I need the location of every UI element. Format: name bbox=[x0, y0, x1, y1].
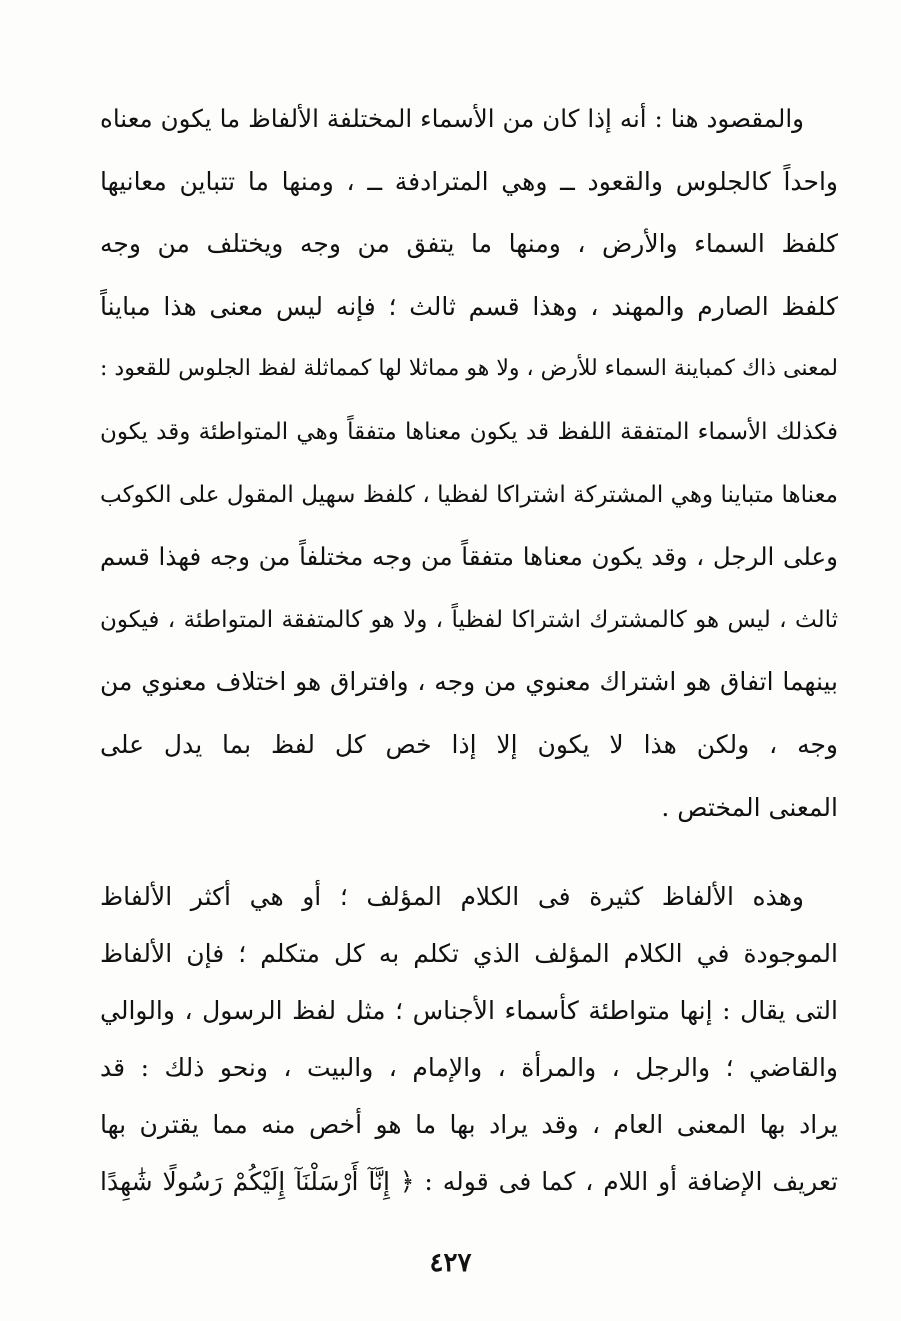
text-line: المعنى المختص . bbox=[661, 792, 838, 822]
paragraph-2 bbox=[100, 868, 838, 1210]
text-line: التى يقال : إنها متواطئة كأسماء الأجناس ؛ مثل لفظ الرسول ، والوالي bbox=[100, 996, 838, 1025]
text-line: يراد بها المعنى العام ، وقد يراد بها ما هو أخص منه مما يقترن بها bbox=[100, 1110, 838, 1139]
text-line: لمعنى ذاك كمباينة السماء للأرض ، ولا هو مماثلا لها كمماثلة لفظ الجلوس للقعود : bbox=[100, 356, 838, 382]
text-line: والقاضي ؛ والرجل ، والمرأة ، والإمام ، والبيت ، ونحو ذلك : قد bbox=[100, 1053, 838, 1082]
text-line: بينهما اتفاق هو اشتراك معنوي من وجه ، وافتراق هو اختلاف معنوي من bbox=[100, 667, 838, 697]
text-line: وهذه الألفاظ كثيرة فى الكلام المؤلف ؛ أو هي أكثر الألفاظ bbox=[100, 882, 804, 911]
text-line: وجه ، ولكن هذا لا يكون إلا إذا خص كل لفظ بما يدل على bbox=[100, 729, 838, 759]
text-line: الموجودة في الكلام المؤلف الذي تكلم به كل متكلم ؛ فإن الألفاظ bbox=[100, 939, 838, 968]
text-line: تعريف الإضافة أو اللام ، كما فى قوله : ﴿ إِنَّآ أَرْسَلْنَآ إِلَيْكُمْ رَسُولًا شَٰهِدًا bbox=[100, 1167, 838, 1196]
page-number: ٤٢٧ bbox=[429, 1248, 472, 1278]
text-line: معناها متباينا وهي المشتركة اشتراكا لفظيا ، كلفظ سهيل المقول على الكوكب bbox=[100, 481, 838, 508]
paragraph-1 bbox=[100, 88, 838, 839]
text-line: والمقصود هنا : أنه إذا كان من الأسماء المختلفة الألفاظ ما يكون معناه bbox=[100, 104, 804, 133]
text-line: ثالث ، ليس هو كالمشترك اشتراكا لفظياً ، ولا هو كالمتفقة المتواطئة ، فيكون bbox=[100, 606, 838, 633]
text-line: فكذلك الأسماء المتفقة اللفظ قد يكون معناها متفقاً وهي المتواطئة وقد يكون bbox=[100, 418, 838, 445]
text-line: كلفظ السماء والأرض ، ومنها ما يتفق من وجه ويختلف من وجه bbox=[100, 229, 838, 259]
text-line: كلفظ الصارم والمهند ، وهذا قسم ثالث ؛ فإنه ليس معنى هذا مبايناً bbox=[100, 291, 838, 321]
text-line: وعلى الرجل ، وقد يكون معناها متفقاً من وجه مختلفاً من وجه فهذا قسم bbox=[100, 542, 838, 572]
text-line: واحداً كالجلوس والقعود ــ وهي المترادفة ــ ، ومنها ما تتباين معانيها bbox=[100, 166, 838, 196]
